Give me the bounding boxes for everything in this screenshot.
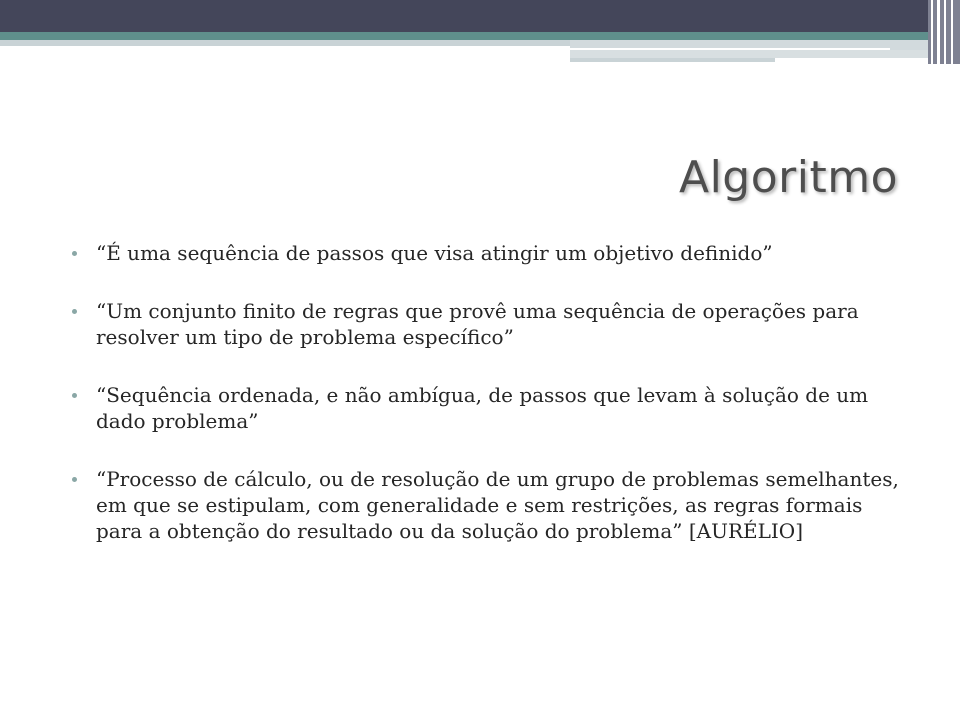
header-vertical-line — [951, 0, 953, 64]
bullet-item — [70, 382, 910, 434]
bullet-dot-icon — [72, 393, 77, 398]
bullet-item — [70, 298, 910, 350]
header-vertical-line — [931, 0, 933, 64]
header-vertical-line — [937, 0, 940, 64]
bullet-dot-icon — [72, 309, 77, 314]
header-grey-stripe — [0, 40, 570, 46]
header-dark-band — [0, 0, 960, 32]
bullet-list — [70, 240, 910, 576]
header-teal-band — [0, 32, 960, 40]
bullet-dot-icon — [72, 477, 77, 482]
header-grey-stripe — [570, 58, 775, 62]
header-grey-stripe — [570, 50, 960, 58]
slide-title: Algoritmo — [678, 152, 898, 203]
header-vertical-line — [944, 0, 946, 64]
bullet-item — [70, 240, 910, 266]
bullet-text: “Processo de cálculo, ou de resolução de um grupo de problemas semelhantes, em que se estipulam, com generalidade e sem restrições, as regras formais para a obtenção do resultado ou da solução do problema” [AURÉLIO] — [96, 467, 899, 543]
bullet-text: “Um conjunto finito de regras que provê uma sequência de operações para resolver um tipo de problema específico” — [96, 299, 859, 349]
bullet-dot-icon — [72, 251, 77, 256]
bullet-text: “É uma sequência de passos que visa atingir um objetivo definido” — [96, 241, 773, 265]
bullet-text: “Sequência ordenada, e não ambígua, de passos que levam à solução de um dado problema” — [96, 383, 869, 433]
bullet-item — [70, 466, 910, 544]
